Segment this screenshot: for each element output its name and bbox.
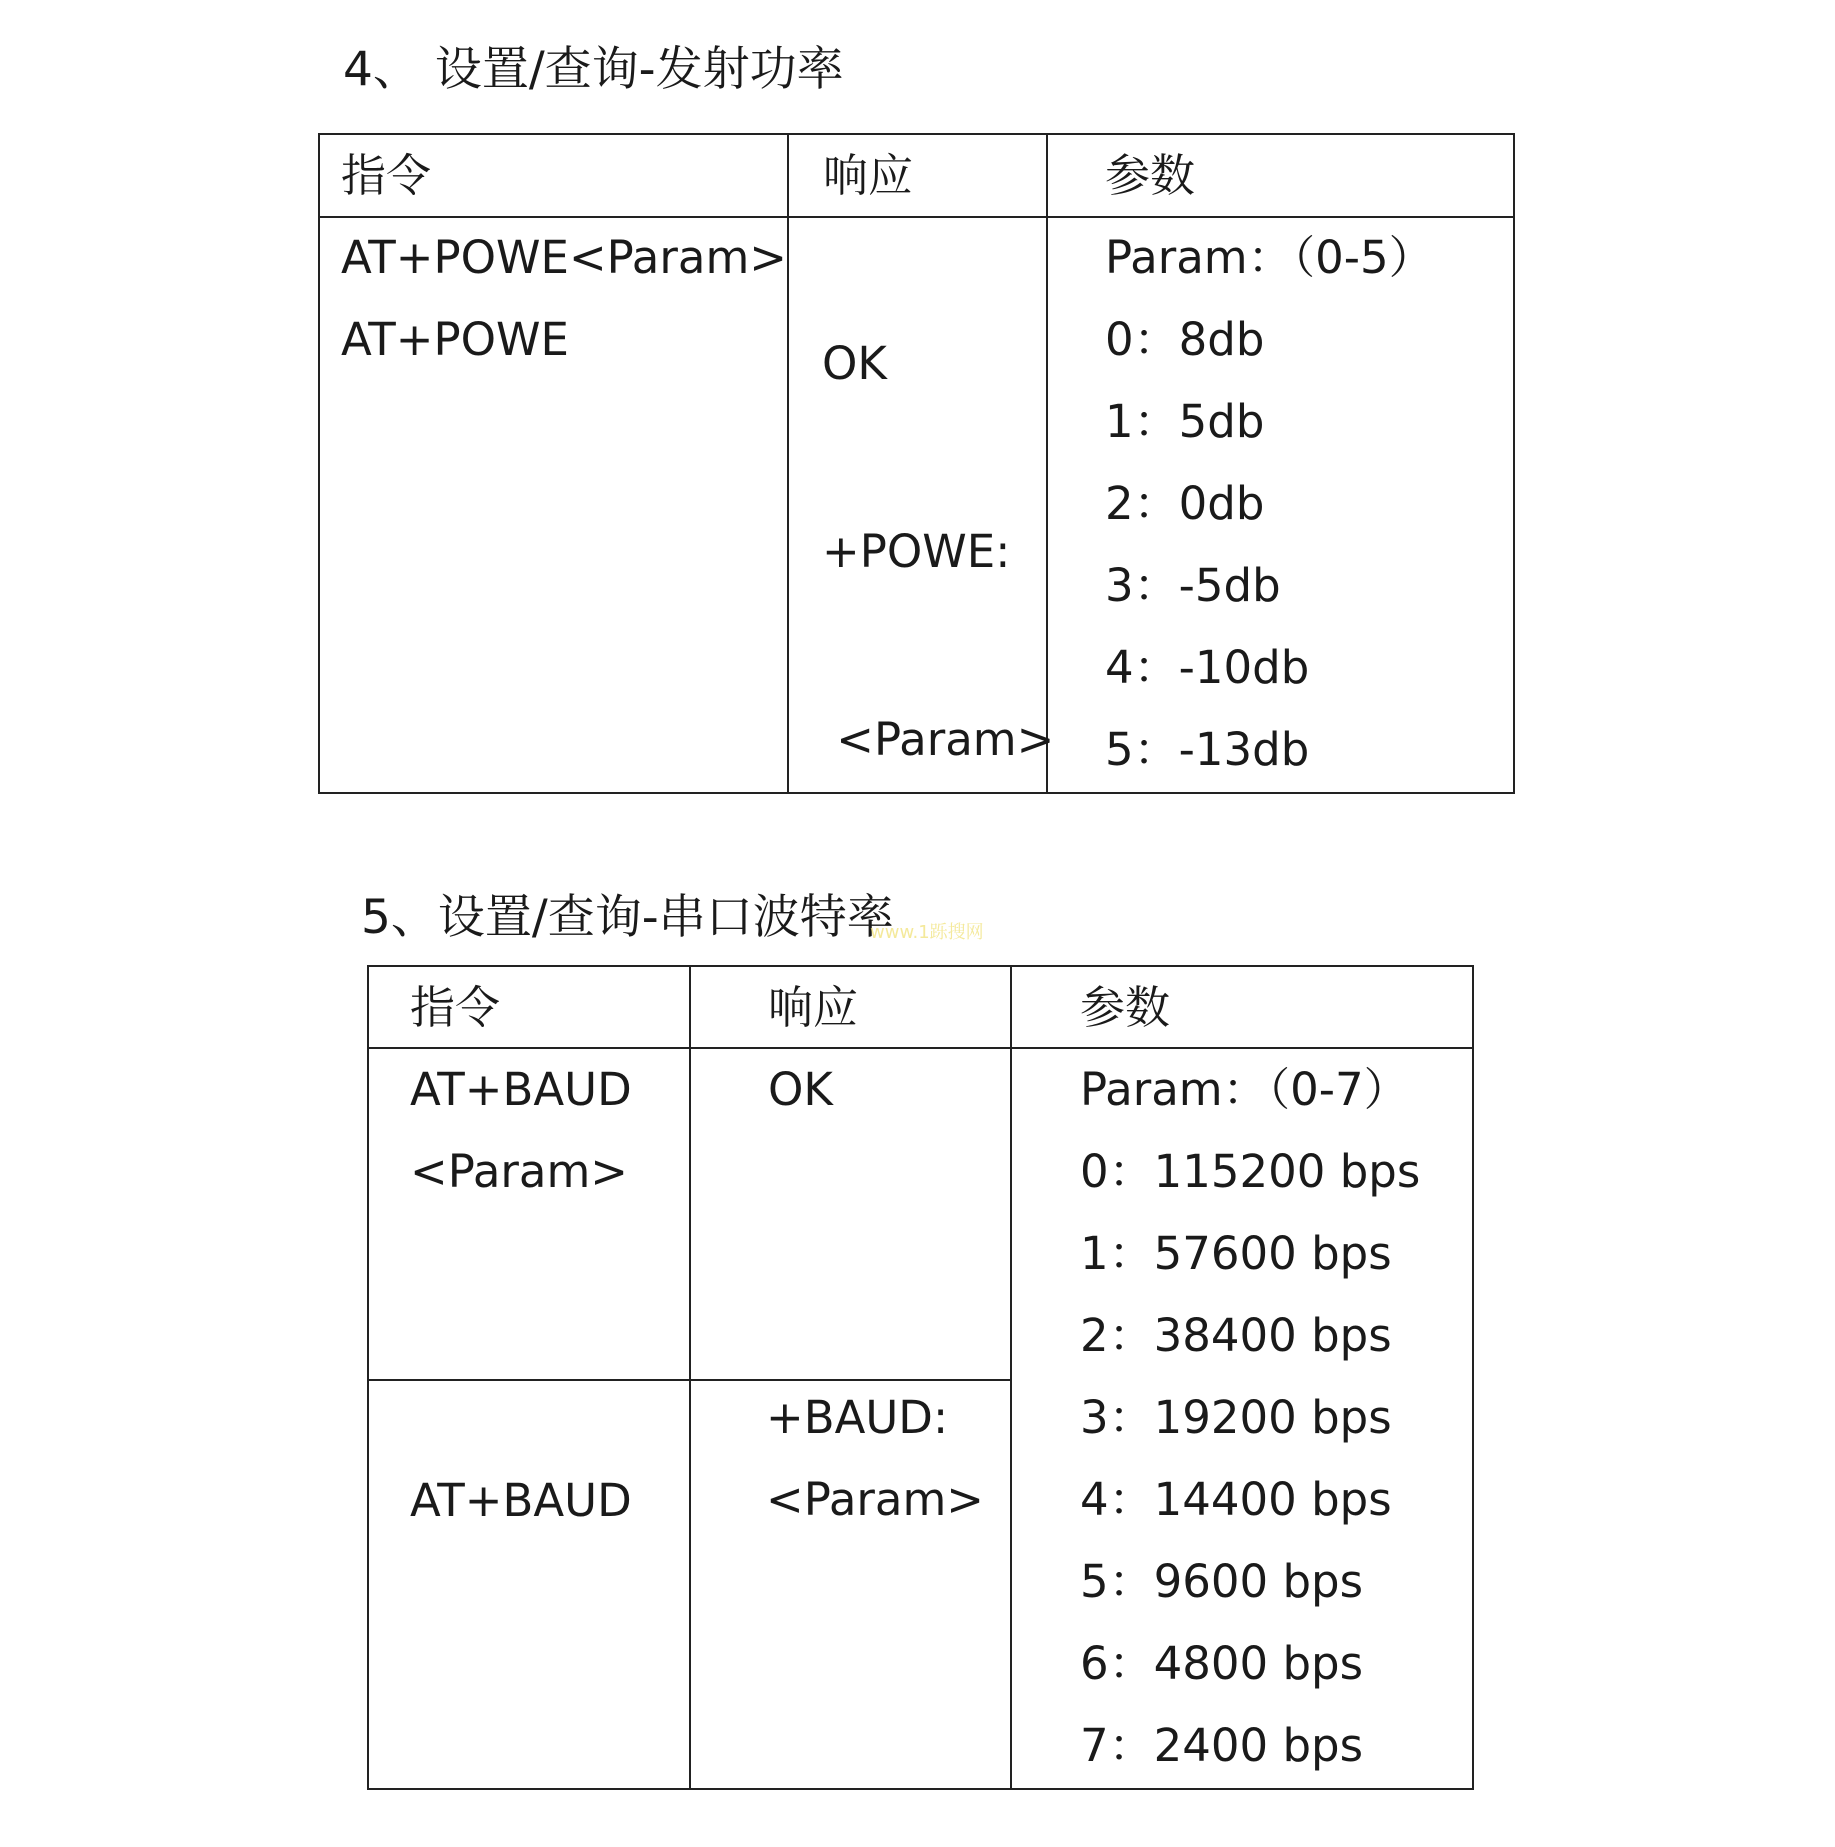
response-cell <box>822 217 1054 887</box>
response-line: <Param> <box>766 1473 985 1526</box>
set-command-cell <box>410 1049 632 1213</box>
column-divider <box>1010 967 1012 1788</box>
param-line: 3：-5db <box>1105 559 1281 612</box>
param-line: 5：9600 bps <box>1080 1555 1364 1608</box>
param-line: 4：14400 bps <box>1080 1473 1392 1526</box>
response-line: <Param> <box>822 713 1055 766</box>
param-line: 4：-10db <box>1105 641 1310 694</box>
header-param: 参数 <box>1105 149 1196 202</box>
param-line: 5：-13db <box>1105 723 1310 776</box>
param-line: 3：19200 bps <box>1080 1391 1392 1444</box>
param-line: 6：4800 bps <box>1080 1637 1364 1690</box>
header-command: 指令 <box>341 149 432 202</box>
header-command: 指令 <box>410 981 501 1034</box>
watermark: www.1跞搜网 <box>870 922 984 943</box>
section-4-title: 4、 设置/查询-发射功率 <box>343 42 844 97</box>
transmit-power-table <box>318 133 1515 794</box>
column-divider <box>689 967 691 1788</box>
param-line: 0：8db <box>1105 313 1265 366</box>
response-line: OK <box>822 337 887 390</box>
param-cell <box>1080 1049 1420 1787</box>
response-line: +BAUD: <box>766 1391 949 1444</box>
header-param: 参数 <box>1080 981 1171 1034</box>
command-line: AT+POWE<Param> <box>341 231 787 284</box>
command-line: AT+POWE <box>341 313 569 366</box>
response-line: +POWE: <box>822 525 1011 578</box>
param-line: Param：（0-7） <box>1080 1063 1409 1116</box>
param-line: 2：0db <box>1105 477 1265 530</box>
param-line: 2：38400 bps <box>1080 1309 1392 1362</box>
column-divider <box>787 135 789 792</box>
param-line: 0：115200 bps <box>1080 1145 1421 1198</box>
header-response: 响应 <box>768 981 859 1034</box>
param-line: Param：（0-5） <box>1105 231 1434 284</box>
param-line: 1：57600 bps <box>1080 1227 1392 1280</box>
command-line: <Param> <box>410 1145 629 1198</box>
header-response: 响应 <box>823 149 914 202</box>
baud-rate-table <box>367 965 1474 1790</box>
command-line: AT+BAUD <box>410 1063 632 1116</box>
set-response-cell: OK <box>768 1063 833 1116</box>
query-command-cell: AT+BAUD <box>410 1474 632 1527</box>
command-cell <box>341 217 787 381</box>
param-line: 1：5db <box>1105 395 1265 448</box>
query-response-cell <box>766 1377 984 1541</box>
param-cell <box>1105 217 1434 791</box>
section-5-title: 5、设置/查询-串口波特率 <box>361 890 894 945</box>
param-line: 7：2400 bps <box>1080 1719 1364 1772</box>
